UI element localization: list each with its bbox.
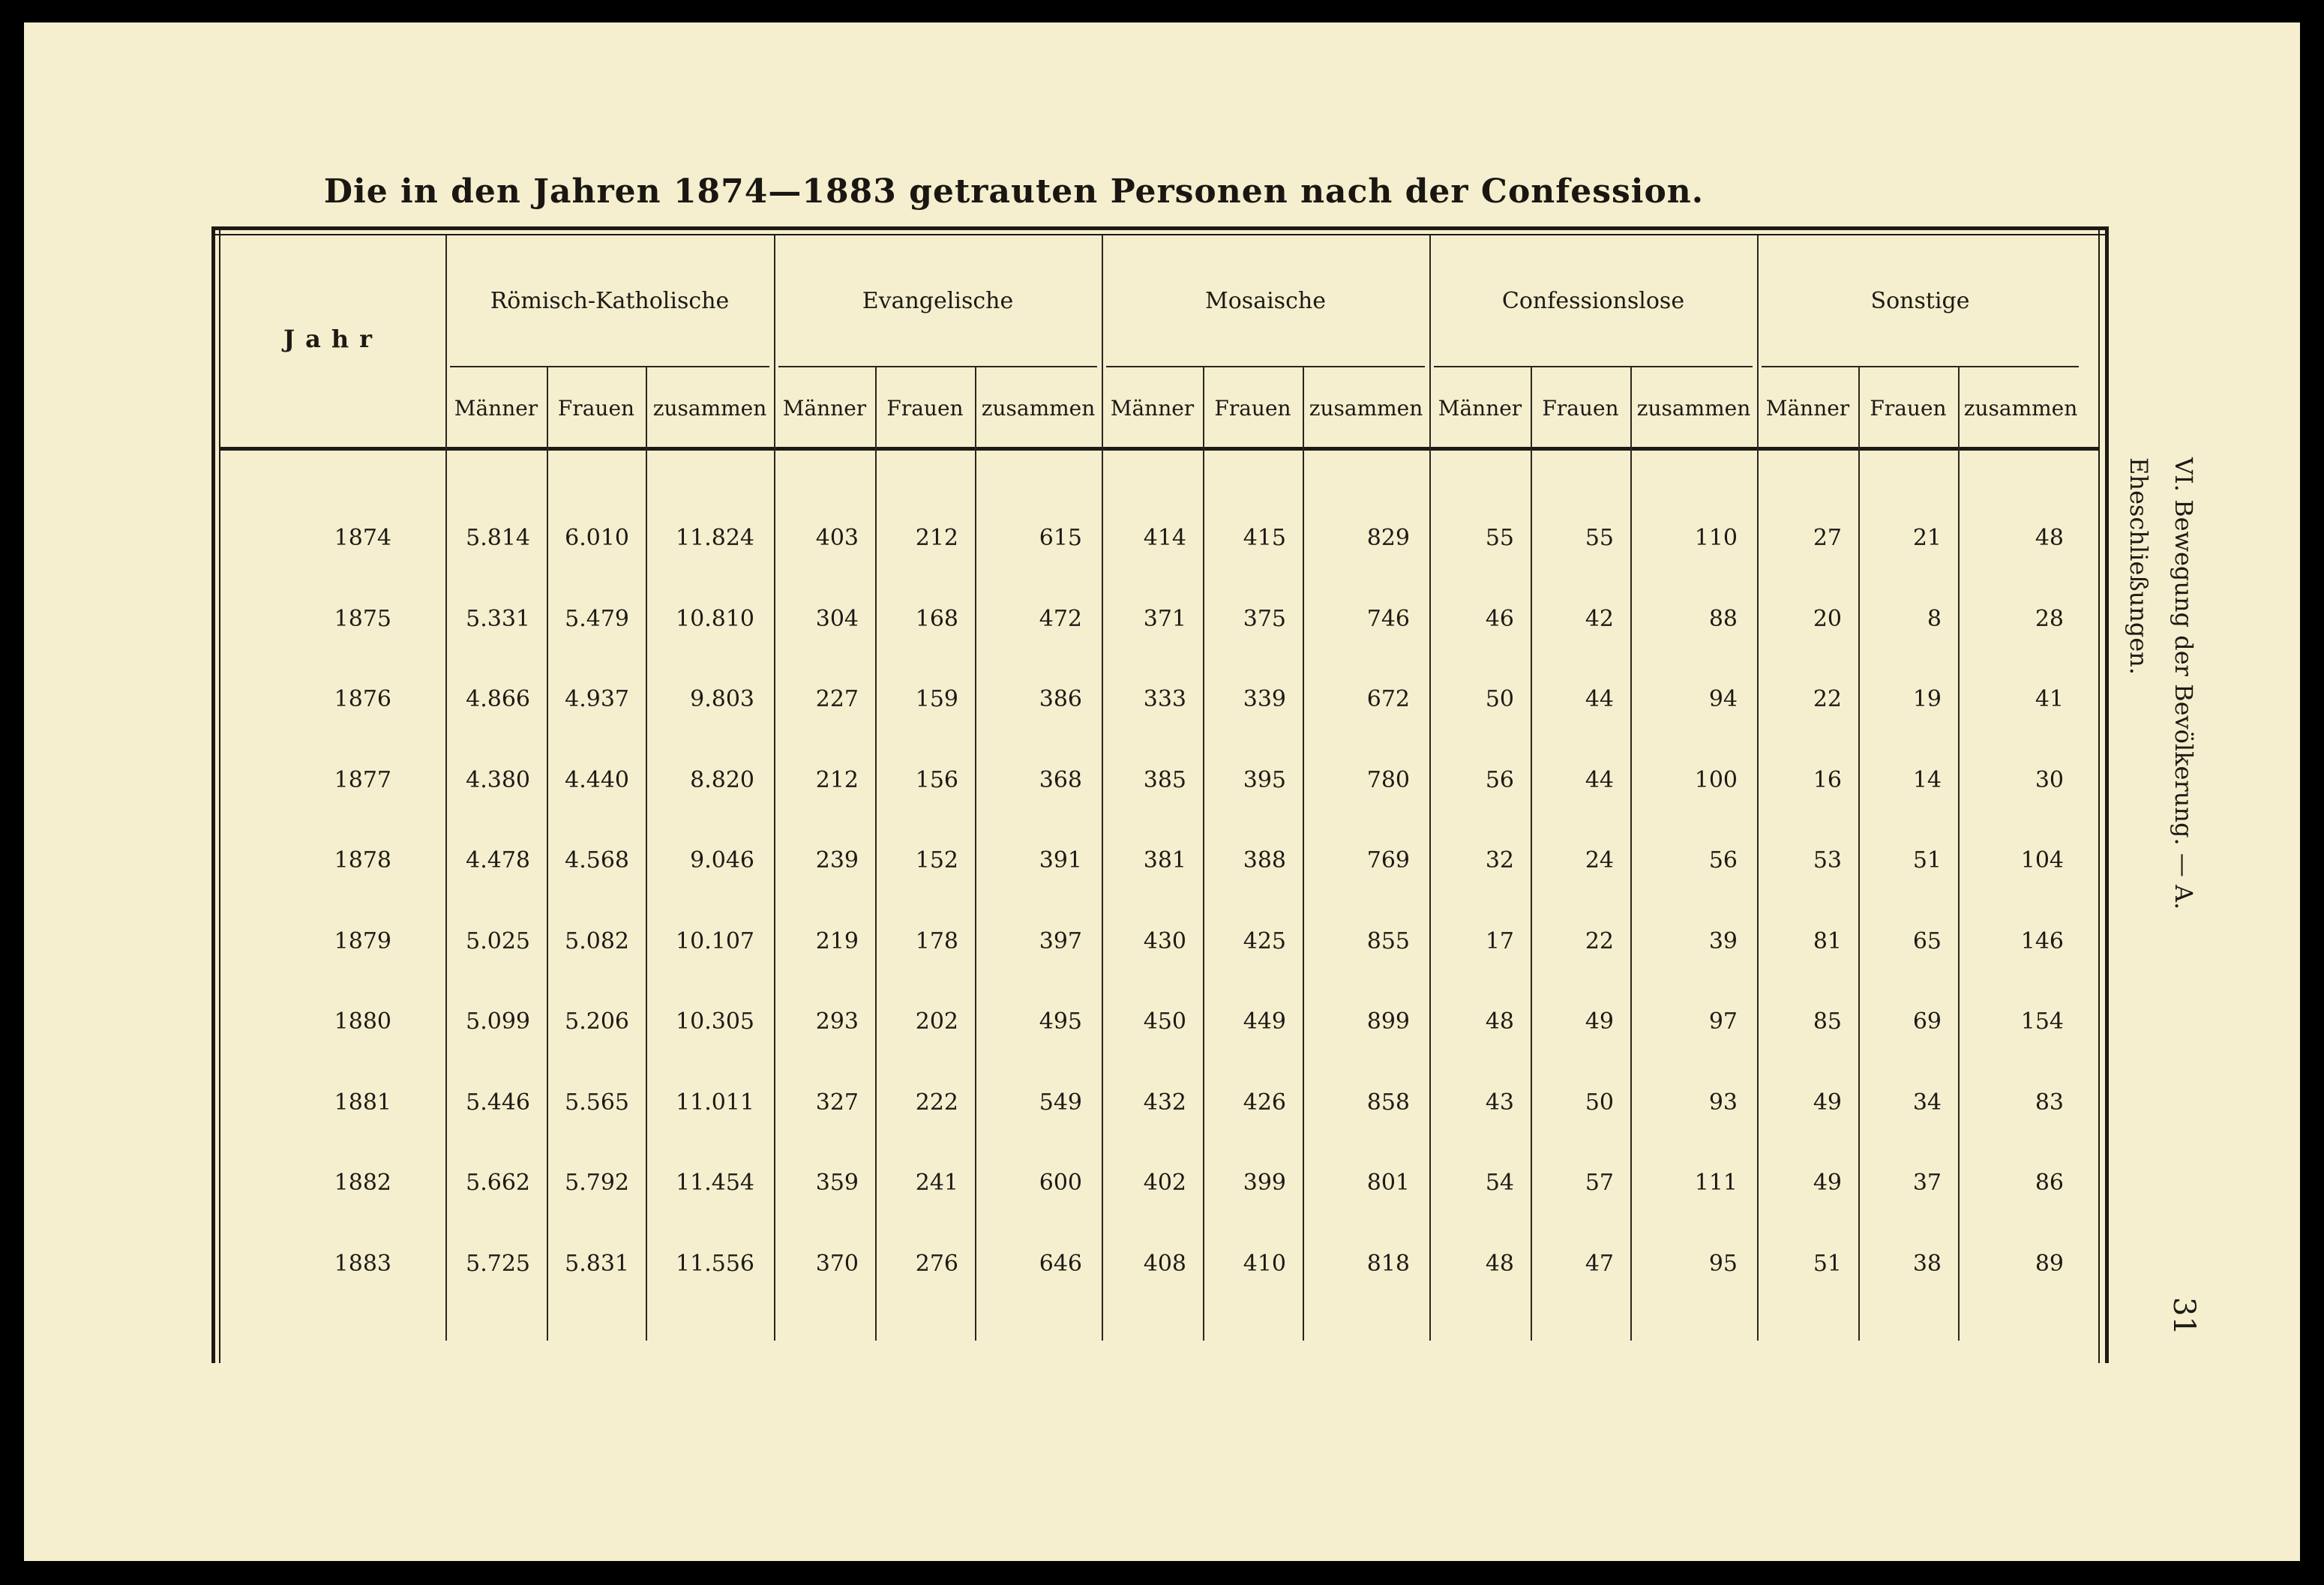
value-cell: 81 — [1813, 928, 1842, 954]
value-cell: 402 — [1143, 1170, 1186, 1196]
value-cell: 391 — [1039, 847, 1082, 873]
value-cell: 414 — [1143, 525, 1186, 551]
value-cell: 8.820 — [690, 767, 754, 793]
value-cell: 8 — [1927, 606, 1942, 632]
value-cell: 178 — [915, 928, 958, 954]
value-cell: 56 — [1485, 767, 1514, 793]
subcolumn-header: Männer — [782, 396, 867, 421]
subcolumn-header: Männer — [454, 396, 538, 421]
value-cell: 4.568 — [565, 847, 629, 873]
value-cell: 4.478 — [466, 847, 530, 873]
value-cell: 159 — [915, 686, 958, 712]
value-cell: 899 — [1366, 1008, 1410, 1035]
value-cell: 65 — [1912, 928, 1942, 954]
value-cell: 5.446 — [466, 1089, 530, 1116]
value-cell: 371 — [1143, 606, 1186, 632]
value-cell: 42 — [1585, 606, 1614, 632]
value-cell: 32 — [1485, 847, 1514, 873]
year-cell: 1874 — [334, 525, 391, 551]
group-underline — [450, 366, 769, 367]
group-underline — [778, 366, 1097, 367]
value-cell: 22 — [1585, 928, 1614, 954]
value-cell: 50 — [1485, 686, 1514, 712]
value-cell: 276 — [915, 1251, 958, 1277]
value-cell: 368 — [1039, 767, 1082, 793]
value-cell: 55 — [1585, 525, 1614, 551]
value-cell: 5.025 — [466, 928, 530, 954]
subcolumn-header: Frauen — [1870, 396, 1947, 421]
value-cell: 19 — [1912, 686, 1942, 712]
page-number: 31 — [2167, 1297, 2201, 1335]
value-cell: 20 — [1813, 606, 1842, 632]
value-cell: 5.206 — [565, 1008, 629, 1035]
value-cell: 399 — [1243, 1170, 1286, 1196]
value-cell: 156 — [915, 767, 958, 793]
header-rule — [220, 447, 2098, 451]
value-cell: 5.725 — [466, 1251, 530, 1277]
value-cell: 370 — [815, 1251, 859, 1277]
value-cell: 111 — [1694, 1170, 1738, 1196]
value-cell: 304 — [815, 606, 859, 632]
value-cell: 432 — [1143, 1089, 1186, 1116]
value-cell: 9.803 — [690, 686, 754, 712]
value-cell: 5.831 — [565, 1251, 629, 1277]
value-cell: 85 — [1813, 1008, 1842, 1035]
subcolumn-header: zusammen — [1963, 396, 2078, 421]
value-cell: 49 — [1585, 1008, 1614, 1035]
value-cell: 28 — [2035, 606, 2064, 632]
value-cell: 93 — [1708, 1089, 1738, 1116]
value-cell: 386 — [1039, 686, 1082, 712]
value-cell: 327 — [815, 1089, 859, 1116]
value-cell: 95 — [1708, 1251, 1738, 1277]
value-cell: 403 — [815, 525, 859, 551]
subcolumn-header: zusammen — [1309, 396, 1423, 421]
value-cell: 11.454 — [676, 1170, 754, 1196]
value-cell: 395 — [1243, 767, 1286, 793]
value-cell: 549 — [1039, 1089, 1082, 1116]
value-cell: 88 — [1708, 606, 1738, 632]
value-cell: 4.937 — [565, 686, 629, 712]
value-cell: 110 — [1694, 525, 1738, 551]
group-header-3: Confessionslose — [1501, 288, 1685, 314]
group-header-1: Evangelische — [862, 288, 1014, 314]
document-page — [24, 22, 2300, 1561]
value-cell: 56 — [1708, 847, 1738, 873]
value-cell: 239 — [815, 847, 859, 873]
value-cell: 672 — [1366, 686, 1410, 712]
value-cell: 10.810 — [676, 606, 754, 632]
year-cell: 1883 — [334, 1251, 391, 1277]
value-cell: 24 — [1585, 847, 1614, 873]
value-cell: 388 — [1243, 847, 1286, 873]
value-cell: 5.479 — [565, 606, 629, 632]
value-cell: 16 — [1813, 767, 1842, 793]
subcolumn-header: Frauen — [1214, 396, 1291, 421]
value-cell: 227 — [815, 686, 859, 712]
year-cell: 1880 — [334, 1008, 391, 1035]
value-cell: 212 — [915, 525, 958, 551]
value-cell: 385 — [1143, 767, 1186, 793]
value-cell: 104 — [2020, 847, 2064, 873]
value-cell: 54 — [1485, 1170, 1514, 1196]
value-cell: 57 — [1585, 1170, 1614, 1196]
value-cell: 801 — [1366, 1170, 1410, 1196]
value-cell: 34 — [1912, 1089, 1942, 1116]
value-cell: 397 — [1039, 928, 1082, 954]
value-cell: 10.107 — [676, 928, 754, 954]
value-cell: 89 — [2035, 1251, 2064, 1277]
table-frame-top — [211, 226, 2109, 235]
value-cell: 415 — [1243, 525, 1286, 551]
value-cell: 22 — [1813, 686, 1842, 712]
value-cell: 222 — [915, 1089, 958, 1116]
value-cell: 39 — [1708, 928, 1738, 954]
value-cell: 43 — [1485, 1089, 1514, 1116]
year-cell: 1877 — [334, 767, 391, 793]
value-cell: 48 — [1485, 1008, 1514, 1035]
value-cell: 219 — [815, 928, 859, 954]
value-cell: 97 — [1708, 1008, 1738, 1035]
value-cell: 27 — [1813, 525, 1842, 551]
value-cell: 426 — [1243, 1089, 1286, 1116]
value-cell: 146 — [2020, 928, 2064, 954]
group-header-2: Mosaische — [1205, 288, 1326, 314]
value-cell: 9.046 — [690, 847, 754, 873]
group-underline — [1762, 366, 2079, 367]
group-underline — [1106, 366, 1425, 367]
year-cell: 1878 — [334, 847, 391, 873]
value-cell: 359 — [815, 1170, 859, 1196]
value-cell: 41 — [2035, 686, 2064, 712]
value-cell: 38 — [1912, 1251, 1942, 1277]
value-cell: 154 — [2020, 1008, 2064, 1035]
value-cell: 37 — [1912, 1170, 1942, 1196]
value-cell: 5.662 — [466, 1170, 530, 1196]
value-cell: 44 — [1585, 767, 1614, 793]
group-header-4: Sonstige — [1870, 288, 1970, 314]
value-cell: 449 — [1243, 1008, 1286, 1035]
value-cell: 381 — [1143, 847, 1186, 873]
table-frame-right — [2098, 226, 2109, 1363]
value-cell: 769 — [1366, 847, 1410, 873]
value-cell: 5.565 — [565, 1089, 629, 1116]
value-cell: 646 — [1039, 1251, 1082, 1277]
value-cell: 10.305 — [676, 1008, 754, 1035]
value-cell: 829 — [1366, 525, 1410, 551]
value-cell: 69 — [1912, 1008, 1942, 1035]
value-cell: 53 — [1813, 847, 1842, 873]
value-cell: 472 — [1039, 606, 1082, 632]
value-cell: 14 — [1912, 767, 1942, 793]
value-cell: 293 — [815, 1008, 859, 1035]
value-cell: 86 — [2035, 1170, 2064, 1196]
subcolumn-header: Männer — [1765, 396, 1850, 421]
year-cell: 1875 — [334, 606, 391, 632]
value-cell: 780 — [1366, 767, 1410, 793]
value-cell: 495 — [1039, 1008, 1082, 1035]
value-cell: 83 — [2035, 1089, 2064, 1116]
value-cell: 5.814 — [466, 525, 530, 551]
value-cell: 11.011 — [676, 1089, 754, 1116]
value-cell: 410 — [1243, 1251, 1286, 1277]
value-cell: 51 — [1912, 847, 1942, 873]
year-cell: 1879 — [334, 928, 391, 954]
value-cell: 212 — [815, 767, 859, 793]
value-cell: 49 — [1813, 1170, 1842, 1196]
subcolumn-header: zusammen — [652, 396, 767, 421]
value-cell: 858 — [1366, 1089, 1410, 1116]
subcolumn-header: Frauen — [886, 396, 964, 421]
value-cell: 450 — [1143, 1008, 1186, 1035]
value-cell: 94 — [1708, 686, 1738, 712]
group-underline — [1434, 366, 1753, 367]
value-cell: 5.331 — [466, 606, 530, 632]
value-cell: 50 — [1585, 1089, 1614, 1116]
value-cell: 408 — [1143, 1251, 1186, 1277]
value-cell: 100 — [1694, 767, 1738, 793]
value-cell: 46 — [1485, 606, 1514, 632]
value-cell: 48 — [2035, 525, 2064, 551]
value-cell: 49 — [1813, 1089, 1842, 1116]
value-cell: 152 — [915, 847, 958, 873]
subcolumn-header: Männer — [1438, 396, 1522, 421]
value-cell: 5.792 — [565, 1170, 629, 1196]
value-cell: 55 — [1485, 525, 1514, 551]
subcolumn-header: Frauen — [1542, 396, 1619, 421]
value-cell: 51 — [1813, 1251, 1842, 1277]
table-frame-left — [211, 226, 220, 1363]
value-cell: 47 — [1585, 1251, 1614, 1277]
value-cell: 746 — [1366, 606, 1410, 632]
value-cell: 4.866 — [466, 686, 530, 712]
value-cell: 5.099 — [466, 1008, 530, 1035]
year-cell: 1881 — [334, 1089, 391, 1116]
value-cell: 241 — [915, 1170, 958, 1196]
value-cell: 11.556 — [676, 1251, 754, 1277]
value-cell: 168 — [915, 606, 958, 632]
value-cell: 202 — [915, 1008, 958, 1035]
value-cell: 21 — [1912, 525, 1942, 551]
value-cell: 600 — [1039, 1170, 1082, 1196]
value-cell: 615 — [1039, 525, 1082, 551]
value-cell: 339 — [1243, 686, 1286, 712]
value-cell: 48 — [1485, 1251, 1514, 1277]
value-cell: 11.824 — [676, 525, 754, 551]
group-header-0: Römisch-Katholische — [490, 288, 730, 314]
subcolumn-header: zusammen — [981, 396, 1096, 421]
value-cell: 430 — [1143, 928, 1186, 954]
value-cell: 4.440 — [565, 767, 629, 793]
year-cell: 1882 — [334, 1170, 391, 1196]
value-cell: 17 — [1485, 928, 1514, 954]
year-cell: 1876 — [334, 686, 391, 712]
value-cell: 4.380 — [466, 767, 530, 793]
year-column-header: Jahr — [283, 325, 382, 353]
value-cell: 375 — [1243, 606, 1286, 632]
table-title: Die in den Jahren 1874—1883 getrauten Personen nach der Confession. — [323, 172, 1705, 211]
value-cell: 6.010 — [565, 525, 629, 551]
value-cell: 5.082 — [565, 928, 629, 954]
subcolumn-header: Männer — [1110, 396, 1195, 421]
value-cell: 44 — [1585, 686, 1614, 712]
value-cell: 425 — [1243, 928, 1286, 954]
subcolumn-header: zusammen — [1636, 396, 1751, 421]
value-cell: 333 — [1143, 686, 1186, 712]
value-cell: 855 — [1366, 928, 1410, 954]
running-head: VI. Bewegung der Bevölkerung. — A. Eheschließungen. — [2125, 457, 2198, 910]
value-cell: 30 — [2035, 767, 2064, 793]
value-cell: 818 — [1366, 1251, 1410, 1277]
subcolumn-header: Frauen — [557, 396, 635, 421]
